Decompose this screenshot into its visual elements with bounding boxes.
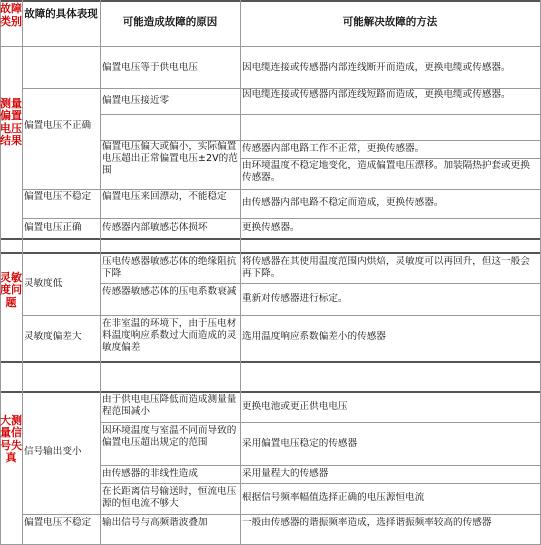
row-divider <box>100 422 541 423</box>
section-divider <box>0 238 541 240</box>
row-divider <box>240 158 541 159</box>
row-divider <box>100 483 541 484</box>
col-divider <box>22 0 23 545</box>
table-border-top <box>0 0 541 2</box>
solution-cell: 一般由传感器的谐振频率造成，选择谐振频率较高的传感器 <box>242 517 492 528</box>
cause-cell: 在非室温的环境下，由于压电材料温度响应系数过大而造成的灵敏度偏差 <box>102 318 237 353</box>
header-symptom: 故障的具体表现 <box>24 8 98 20</box>
solution-cell: 传感器内部电路工作不正常，更换传感器。 <box>242 143 425 154</box>
solution-cell: 根据信号频率幅值选择正确的电压源恒电流 <box>242 492 425 503</box>
cause-cell: 传感器内部敏感芯体损坏 <box>102 222 208 233</box>
cause-cell: 偏置电压偏大或偏小，实际偏置电压超出正常偏置电压±2V的范围 <box>102 141 238 176</box>
cause-cell: 偏置电压接近零 <box>102 95 170 106</box>
header-divider <box>0 46 541 47</box>
row-divider <box>100 114 541 115</box>
cause-cell: 传感器敏感芯体的压电系数衰减 <box>102 286 237 297</box>
symptom-cell: 灵敏度低 <box>24 278 63 289</box>
solution-cell: 采用偏置电压稳定的传感器 <box>242 438 358 449</box>
symptom-cell: 灵敏度偏差大 <box>24 331 82 342</box>
category-bias-voltage: 测量偏置电压结果 <box>0 97 22 148</box>
cause-cell: 因环境温度与室温不同而导致的偏置电压超出规定的范围 <box>102 425 237 448</box>
symptom-cell: 偏置电压不正确 <box>24 120 92 131</box>
solution-cell: 由传感器内部电路不稳定而造成，更换传感器。 <box>242 197 444 208</box>
solution-cell: 由环境温度不稳定地变化，造成偏置电压漂移。加装隔热护套或更换传感器。 <box>242 160 530 183</box>
symptom-cell: 偏置电压不稳定 <box>24 191 92 202</box>
section-divider <box>0 391 541 393</box>
solution-cell: 将传感器在其使用温度范围内烘焙，灵敏度可以再回升，但这一般会再下降。 <box>242 256 530 279</box>
symptom-cell: 信号输出变小 <box>24 446 82 457</box>
cause-cell: 由于供电电压降低而造成测量量程范围减小 <box>102 394 237 417</box>
col-divider <box>240 0 241 545</box>
header-cause: 可能造成故障的原因 <box>122 16 218 28</box>
cause-cell: 输出信号与高频谐波叠加 <box>102 517 208 528</box>
col-divider <box>100 0 101 545</box>
cause-cell: 偏置电压来回漂动，不能稳定 <box>102 191 227 202</box>
row-divider <box>100 465 541 466</box>
solution-cell: 采用量程大的传感器 <box>242 468 329 479</box>
category-sensitivity: 灵敏度问题 <box>0 271 22 309</box>
cause-cell: 压电传感器敏感芯体的绝缘阻抗下降 <box>102 256 237 279</box>
header-category: 故障类别 <box>0 2 22 28</box>
cause-cell: 在长距离信号输送时，恒流电压源的恒电流不够大 <box>102 486 237 509</box>
solution-cell: 选用温度响应系数偏差小的传感器 <box>242 331 386 342</box>
header-solution: 可能解决故障的方法 <box>342 16 438 28</box>
cause-cell: 偏置电压等于供电电压 <box>102 62 198 73</box>
cause-cell: 由传感器的非线性造成 <box>102 468 198 479</box>
category-signal-distortion: 大测量信号失真 <box>0 414 22 465</box>
section-divider <box>0 252 541 254</box>
solution-cell: 更换传感器。 <box>242 222 300 233</box>
symptom-cell: 偏置电压正确 <box>24 222 82 233</box>
solution-cell: 重新对传感器进行标定。 <box>242 293 348 304</box>
row-divider <box>100 283 541 284</box>
solution-cell: 因电缆连接或传感器内部连线断开而造成，更换电缆或传感器。 <box>242 62 511 73</box>
symptom-cell: 偏置电压不稳定 <box>24 517 92 528</box>
section-divider <box>0 361 541 363</box>
solution-cell: 因电缆连接或传感器内部连线短路而造成，更换电缆或传感器。 <box>242 89 511 100</box>
solution-cell: 更换电池或更正供电电压 <box>242 401 348 412</box>
